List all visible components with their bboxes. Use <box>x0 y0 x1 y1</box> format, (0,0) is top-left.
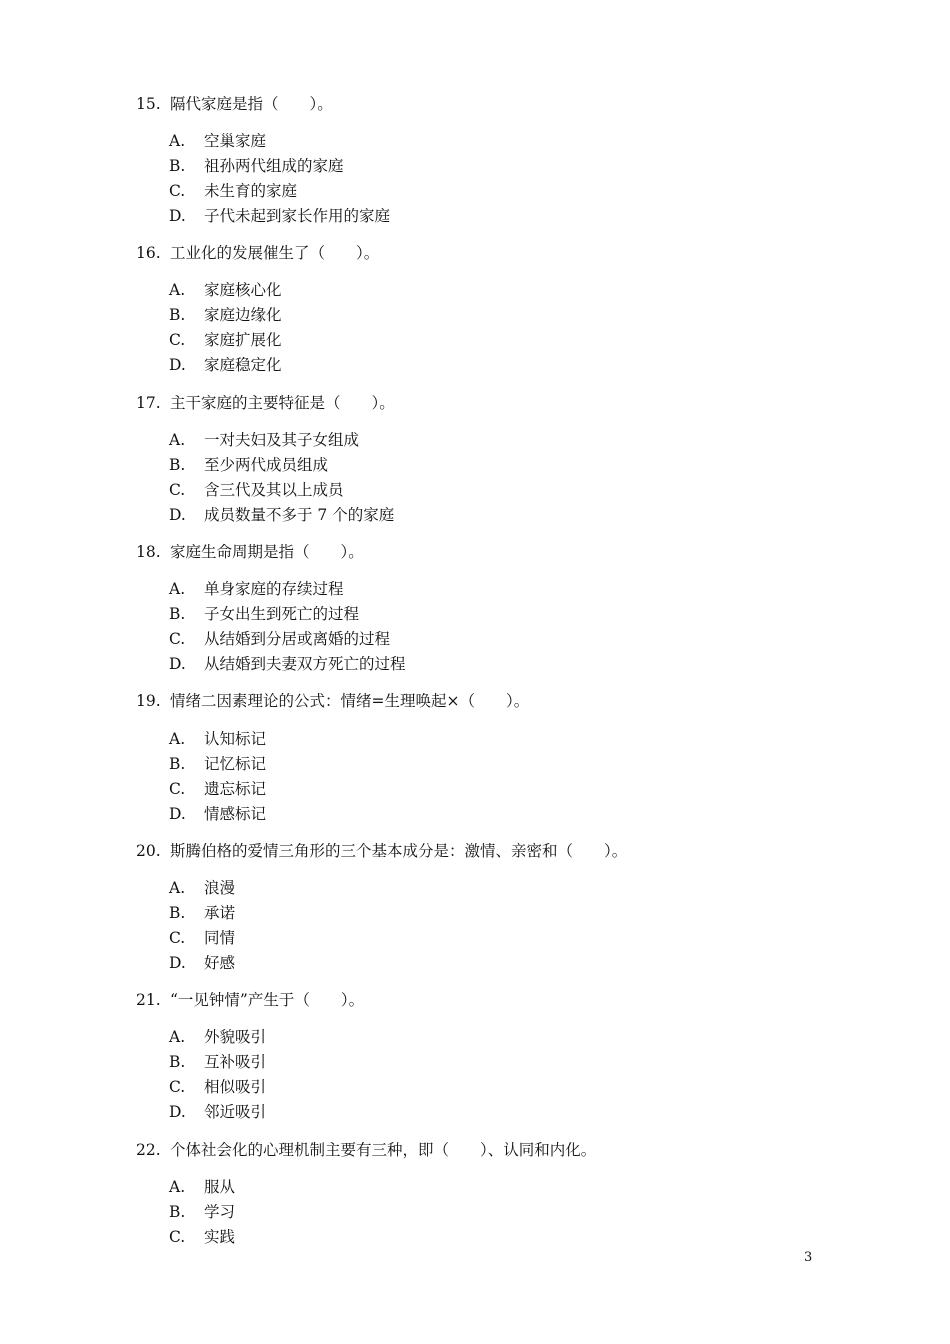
question-number: 15. <box>136 95 161 113</box>
question-21 <box>136 990 364 1010</box>
option-19-b: B. 记忆标记 <box>169 755 267 773</box>
question-19 <box>136 691 529 711</box>
option-22-b: B. 学习 <box>169 1203 236 1221</box>
option-21-b: B. 互补吸引 <box>169 1053 267 1071</box>
option-18-d: D. 从结婚到夫妻双方死亡的过程 <box>169 655 406 673</box>
option-16-b: B. 家庭边缘化 <box>169 306 282 324</box>
question-number: 21. <box>136 991 161 1009</box>
option-18-b: B. 子女出生到死亡的过程 <box>169 605 360 623</box>
question-number: 19. <box>136 692 161 710</box>
option-20-c: C. 同情 <box>169 929 236 947</box>
option-15-b: B. 祖孙两代组成的家庭 <box>169 157 344 175</box>
option-15-c: C. 未生育的家庭 <box>169 182 298 200</box>
question-text: 主干家庭的主要特征是（ ）。 <box>170 394 395 412</box>
option-19-a: A. 认知标记 <box>169 730 267 748</box>
question-text: 隔代家庭是指（ ）。 <box>170 95 333 113</box>
option-15-d: D. 子代未起到家长作用的家庭 <box>169 207 391 225</box>
question-20 <box>136 841 627 861</box>
option-17-b: B. 至少两代成员组成 <box>169 456 329 474</box>
question-number: 22. <box>136 1141 161 1159</box>
option-22-a: A. 服从 <box>169 1178 236 1196</box>
question-number: 20. <box>136 842 161 860</box>
question-text: 斯腾伯格的爱情三角形的三个基本成分是：激情、亲密和（ ）。 <box>170 842 628 860</box>
question-text: 家庭生命周期是指（ ）。 <box>170 543 364 561</box>
option-17-d: D. 成员数量不多于 7 个的家庭 <box>169 506 395 524</box>
option-19-d: D. 情感标记 <box>169 805 267 823</box>
question-number: 16. <box>136 244 161 262</box>
option-21-c: C. 相似吸引 <box>169 1078 267 1096</box>
option-20-d: D. 好感 <box>169 954 236 972</box>
question-16 <box>136 243 379 263</box>
question-text: 个体社会化的心理机制主要有三种，即（ ）、认同和内化。 <box>170 1141 597 1159</box>
option-18-a: A. 单身家庭的存续过程 <box>169 580 344 598</box>
question-22 <box>136 1140 596 1160</box>
option-16-c: C. 家庭扩展化 <box>169 331 282 349</box>
option-16-a: A. 家庭核心化 <box>169 281 282 299</box>
question-number: 18. <box>136 543 161 561</box>
option-21-d: D. 邻近吸引 <box>169 1103 267 1121</box>
question-number: 17. <box>136 394 161 412</box>
question-text: 工业化的发展催生了（ ）。 <box>170 244 380 262</box>
option-15-a: A. 空巢家庭 <box>169 132 267 150</box>
question-text: 情绪二因素理论的公式：情绪=生理唤起×（ ）。 <box>170 692 530 710</box>
option-19-c: C. 遗忘标记 <box>169 780 267 798</box>
option-18-c: C. 从结婚到分居或离婚的过程 <box>169 630 391 648</box>
question-15 <box>136 94 333 114</box>
option-22-c: C. 实践 <box>169 1228 236 1246</box>
question-18 <box>136 542 364 562</box>
option-16-d: D. 家庭稳定化 <box>169 356 282 374</box>
page-number: 3 <box>804 1250 813 1265</box>
question-text: “一见钟情”产生于（ ）。 <box>170 991 365 1009</box>
option-17-a: A. 一对夫妇及其子女组成 <box>169 431 360 449</box>
option-20-a: A. 浪漫 <box>169 879 236 897</box>
option-21-a: A. 外貌吸引 <box>169 1028 267 1046</box>
option-20-b: B. 承诺 <box>169 904 236 922</box>
option-17-c: C. 含三代及其以上成员 <box>169 481 344 499</box>
question-17 <box>136 393 395 413</box>
